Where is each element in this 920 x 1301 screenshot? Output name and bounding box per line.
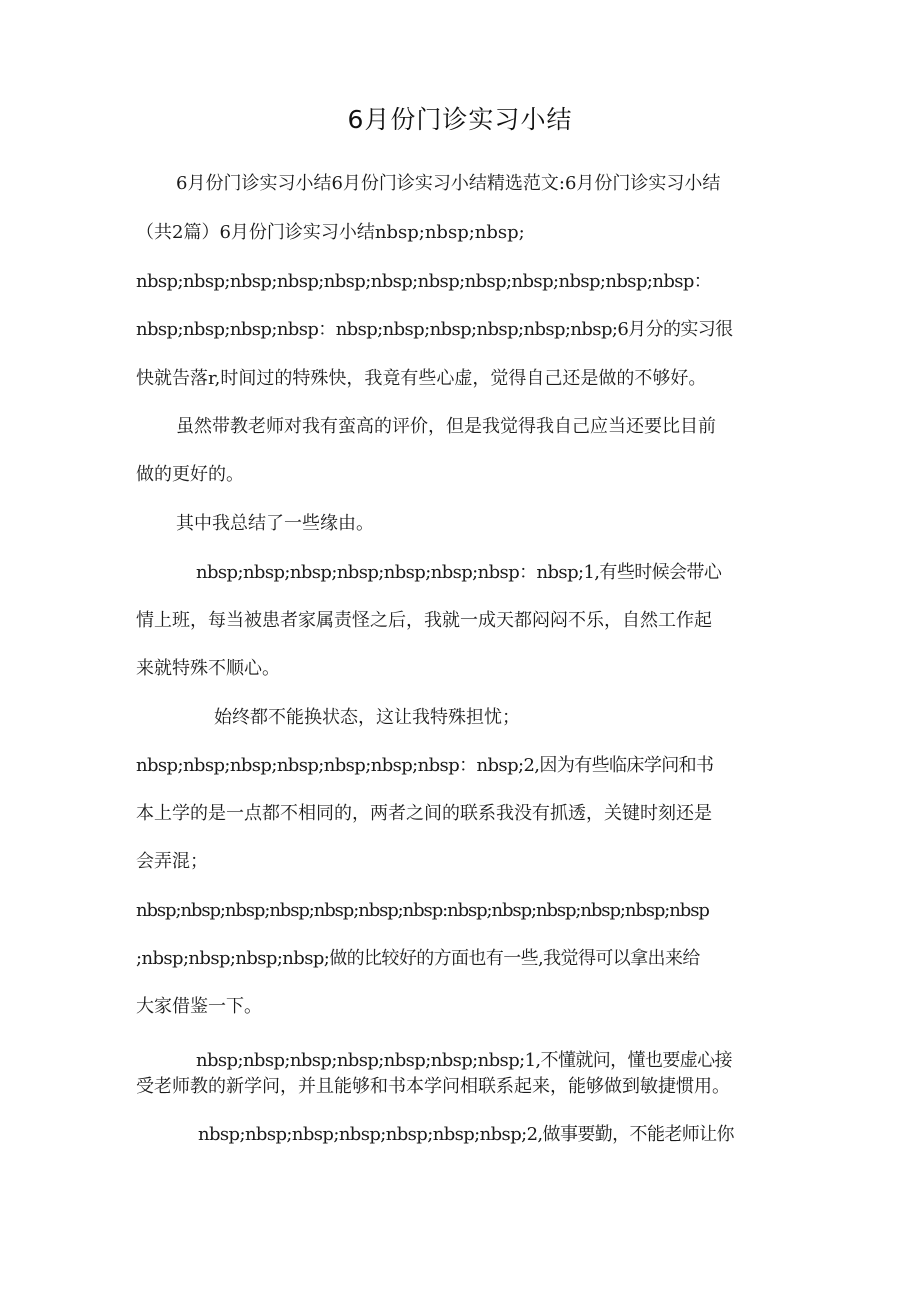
text-line: 虽然带教老师对我有蛮高的评价，但是我觉得我自己应当还要比目前 — [176, 416, 716, 437]
text-line: 其中我总结了一些缘由。 — [176, 513, 374, 534]
text-line: nbsp;nbsp;nbsp;nbsp;nbsp;nbsp;nbsp:nbsp;nbsp;nbsp;nbsp;nbsp;nbsp — [136, 900, 709, 921]
text-line: 会弄混； — [136, 851, 208, 872]
text-line: nbsp;nbsp;nbsp;nbsp：nbsp;nbsp;nbsp;nbsp;nbsp;nbsp;6月分的实习很 — [136, 319, 733, 340]
text-line: nbsp;nbsp;nbsp;nbsp;nbsp;nbsp;nbsp;1,不懂就问，懂也要虚心接 — [196, 1050, 732, 1071]
text-line: nbsp;nbsp;nbsp;nbsp;nbsp;nbsp;nbsp;nbsp;nbsp;nbsp;nbsp;nbsp： — [136, 271, 712, 292]
text-line: nbsp;nbsp;nbsp;nbsp;nbsp;nbsp;nbsp：nbsp;1,有些时候会带心 — [196, 562, 722, 583]
text-line: nbsp;nbsp;nbsp;nbsp;nbsp;nbsp;nbsp;2,做事要勤，不能老师让你 — [198, 1124, 734, 1145]
text-line: 快就告落r,时间过的特殊快，我竟有些心虚，觉得自己还是做的不够好。 — [136, 368, 707, 389]
text-line: 本上学的是一点都不相同的，两者之间的联系我没有抓透，关键时刻还是 — [136, 803, 712, 824]
text-line: ;nbsp;nbsp;nbsp;nbsp;做的比较好的方面也有一些,我觉得可以拿出来给 — [136, 948, 700, 969]
text-line: 受老师教的新学问，并且能够和书本学问相联系起来，能够做到敏捷惯用。 — [136, 1076, 730, 1097]
text-line: nbsp;nbsp;nbsp;nbsp;nbsp;nbsp;nbsp：nbsp;2,因为有些临床学问和书 — [136, 755, 714, 776]
text-line: 做的更好的。 — [136, 464, 244, 485]
text-line: 情上班，每当被患者家属责怪之后，我就一成天都闷闷不乐，自然工作起 — [136, 610, 712, 631]
text-line: 大家借鉴一下。 — [136, 996, 262, 1017]
text-line: 来就特殊不顺心。 — [136, 658, 280, 679]
text-line: 始终都不能换状态，这让我特殊担忧； — [214, 707, 520, 728]
document-title: 6月份门诊实习小结 — [347, 105, 573, 134]
text-line: 6月份门诊实习小结6月份门诊实习小结精选范文:6月份门诊实习小结 — [176, 173, 721, 194]
text-line: （共2篇）6月份门诊实习小结nbsp;nbsp;nbsp; — [136, 222, 525, 243]
